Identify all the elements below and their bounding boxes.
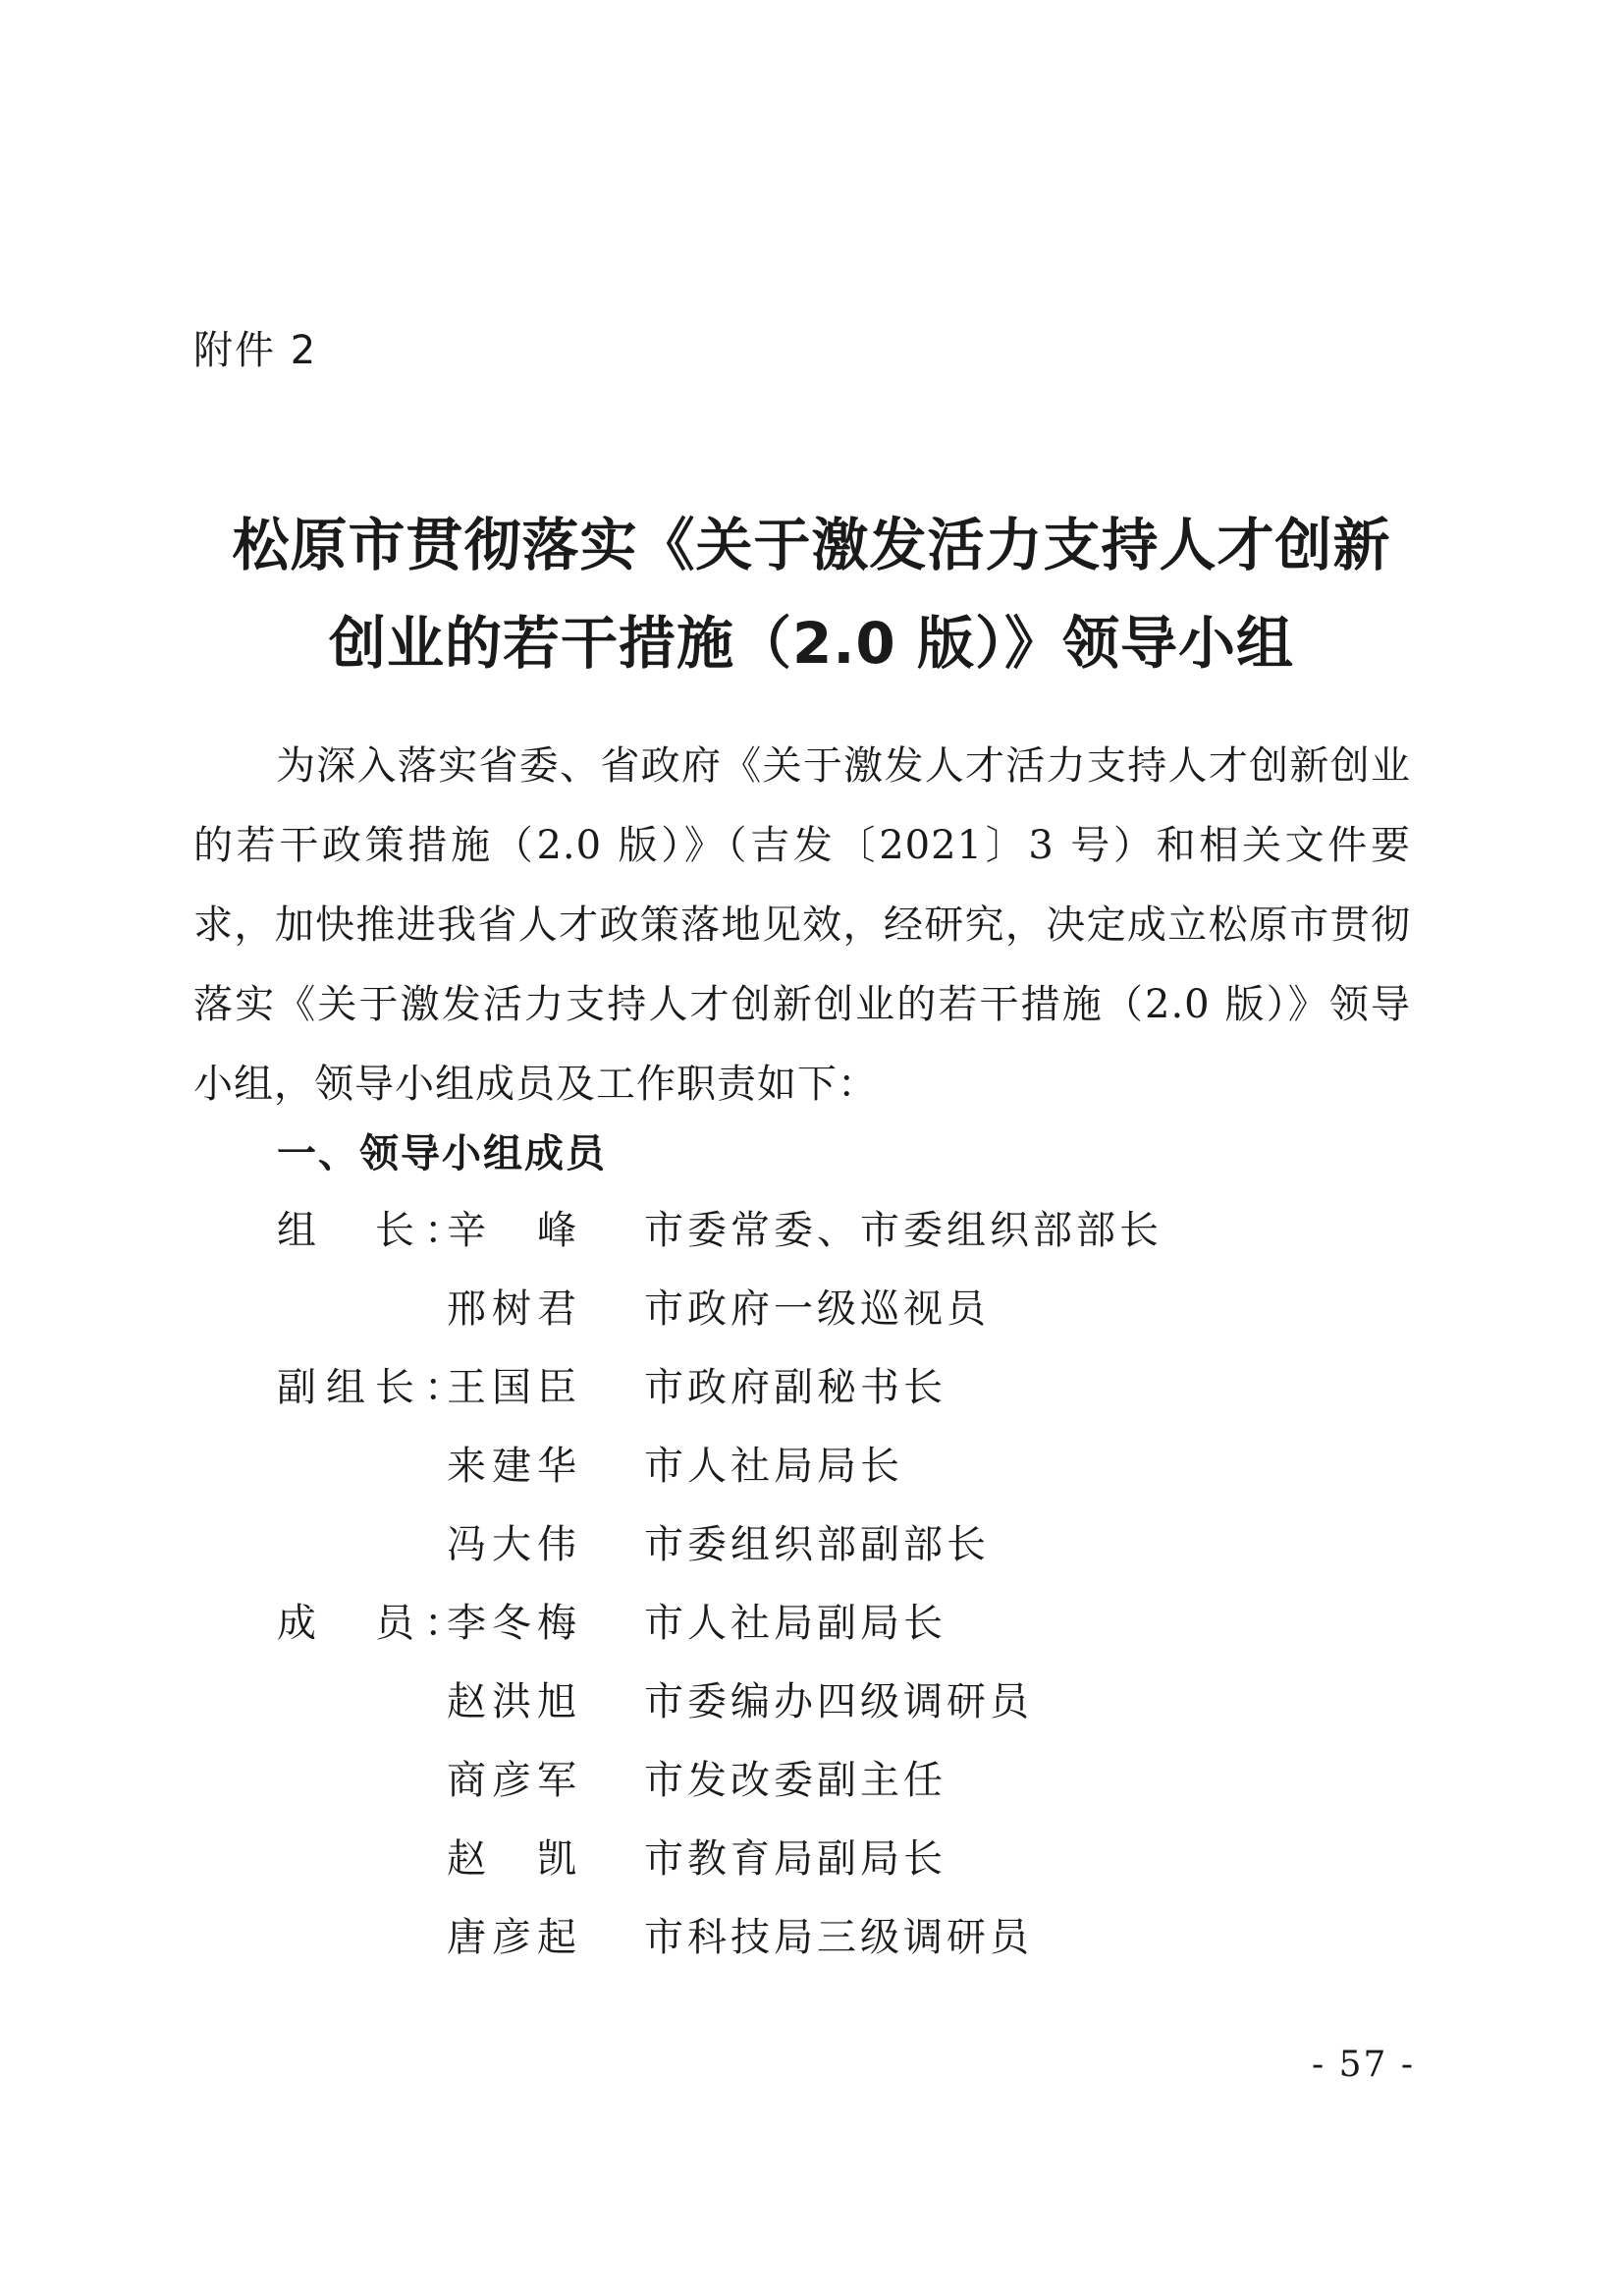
member-position: 市科技局三级调研员 — [644, 1915, 1033, 1960]
member-position: 市教育局副局长 — [644, 1836, 947, 1882]
member-position: 市委编办四级调研员 — [644, 1679, 1033, 1724]
member-position: 市委组织部副部长 — [644, 1522, 990, 1567]
member-role: 副组长： — [277, 1365, 473, 1410]
document-title-line-2: 创业的若干措施（2.0 版）》领导小组 — [329, 610, 1294, 677]
member-row — [0, 1751, 1623, 1810]
attachment-label: 附件 2 — [193, 328, 318, 373]
member-name: 商彦军 — [447, 1758, 582, 1803]
member-name: 赵 凯 — [447, 1836, 582, 1882]
member-name: 邢树君 — [447, 1286, 582, 1332]
member-position: 市人社局副局长 — [644, 1601, 947, 1646]
member-position: 市发改委副主任 — [644, 1758, 947, 1803]
member-position: 市委常委、市委组织部部长 — [644, 1208, 1163, 1253]
section-heading: 一、领导小组成员 — [277, 1131, 607, 1176]
member-position: 市政府一级巡视员 — [644, 1286, 990, 1332]
member-position: 市人社局局长 — [644, 1444, 903, 1489]
member-name: 赵洪旭 — [447, 1679, 582, 1724]
member-name: 王国臣 — [447, 1365, 582, 1410]
member-row — [0, 1908, 1623, 1967]
intro-paragraph: 为深入落实省委、省政府《关于激发人才活力支持人才创新创业的若干政策措施（2.0 版）》（吉发〔2021〕3 号）和相关文件要求，加快推进我省人才政策落地见效，经研究，决定成立松原市贯彻落实《关于激发活力支持人才创新创业的若干措施（2.0 版）》领导小组，领导小组成员及工作职责如下： — [193, 743, 1411, 1107]
member-name: 辛 峰 — [447, 1208, 582, 1253]
member-row — [0, 1201, 1623, 1260]
member-name: 唐彦起 — [447, 1915, 582, 1960]
member-role: 成 员： — [277, 1601, 473, 1646]
member-row — [0, 1515, 1623, 1574]
page-number: - 57 - — [1311, 2045, 1415, 2085]
member-row — [0, 1437, 1623, 1496]
member-name: 来建华 — [447, 1444, 582, 1489]
member-name: 冯大伟 — [447, 1522, 582, 1567]
member-row — [0, 1358, 1623, 1417]
member-name: 李冬梅 — [447, 1601, 582, 1646]
member-role: 组 长： — [277, 1208, 473, 1253]
member-row — [0, 1280, 1623, 1339]
member-position: 市政府副秘书长 — [644, 1365, 947, 1410]
member-row — [0, 1594, 1623, 1653]
document-title-line-1: 松原市贯彻落实《关于激发活力支持人才创新 — [232, 512, 1391, 578]
member-row — [0, 1672, 1623, 1731]
member-row — [0, 1830, 1623, 1888]
